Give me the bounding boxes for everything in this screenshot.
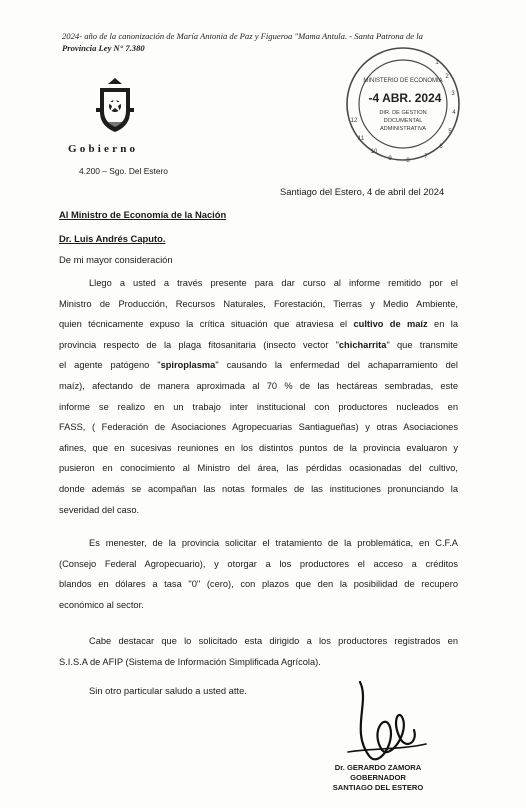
p1-line: informe se realizo en un trabajo inter institucional con productores nucleados en: [59, 401, 458, 412]
p2-line: Es menester, de la provincia solicitar el tratamiento de la problemática, en C.F.A: [89, 538, 458, 548]
stamp-line3: DIR. DE GESTION: [379, 110, 427, 116]
org-name: Gobierno: [68, 143, 139, 155]
p1-line: el agente patógeno "spiroplasma" causando la enfermedad del achaparramiento del: [59, 360, 458, 371]
svg-text:2: 2: [445, 74, 449, 80]
header-note-line2: Provincia Ley N° 7.380: [62, 43, 145, 53]
p3-line: Cabe destacar que lo solicitado esta dirigido a los productores registrados en: [89, 636, 458, 646]
addressee: Al Ministro de Economía de la Nación: [59, 209, 227, 220]
svg-text:7: 7: [424, 154, 428, 160]
p3-line: S.I.S.A de AFIP (Sistema de Información Simplificada Agrícola).: [59, 656, 321, 667]
svg-text:3: 3: [451, 91, 455, 97]
reception-stamp: [344, 40, 462, 164]
p2-line: blandos en dólares a tasa "0" (cero), con plazos que den la posibilidad de recupero: [59, 579, 458, 590]
salutation: De mi mayor consideración: [59, 254, 173, 265]
svg-text:9: 9: [388, 156, 392, 162]
p1-line: pusieron en conocimiento al Ministro del área, las pérdidas ocasionadas del cultivo,: [59, 463, 458, 474]
paragraph-3: [59, 631, 458, 672]
p1-line: provincia respecto de la plaga fitosanitaria (insecto vector "chicharrita" que transmite: [59, 339, 458, 350]
signer-block: [323, 763, 433, 793]
paragraph-1: [59, 273, 458, 520]
provincial-crest-icon: [94, 78, 136, 134]
stamp-line1: MINISTERIO DE ECONOMIA: [363, 78, 443, 84]
stamp-line4: DOCUMENTAL: [383, 118, 423, 124]
stamp-date: -4 ABR. 2024: [368, 91, 442, 105]
p1-line: quien técnicamente expuso la crítica situación que atraviesa el cultivo de maíz en la: [59, 319, 458, 330]
p2-line: económico al sector.: [59, 599, 144, 610]
paragraph-2: [59, 533, 458, 615]
p1-line: Llego a usted a través presente para dar curso al informe remitido por el: [89, 278, 458, 288]
svg-text:10: 10: [370, 149, 378, 155]
signer-title: GOBERNADOR: [350, 773, 406, 782]
svg-text:1: 1: [435, 60, 439, 66]
svg-text:8: 8: [406, 158, 410, 164]
letter-date: Santiago del Estero, 4 de abril del 2024: [280, 186, 445, 197]
header-note-line1: 2024- año de la canonización de María Antonia de Paz y Figueroa "Mama Antula. - Santa Patrona de la: [62, 31, 423, 41]
svg-text:6: 6: [439, 144, 443, 150]
p1-line: Ministro de Producción, Recursos Naturales, Forestación, Tierras y Medio Ambiente,: [59, 298, 458, 309]
p1-line: donde además se acompañan las notas formales de las instituciones pronunciando la: [59, 483, 458, 494]
handwritten-signature: [340, 672, 430, 772]
p2-line: (Consejo Federal Agropecuario), y otorgar a los productores el acceso a créditos: [59, 558, 458, 569]
svg-text:5: 5: [448, 129, 452, 135]
signer-name: Dr. GERARDO ZAMORA: [334, 763, 422, 772]
recipient: Dr. Luis Andrés Caputo.: [59, 233, 166, 244]
svg-text:11: 11: [357, 136, 365, 142]
signer-place: SANTIAGO DEL ESTERO: [332, 783, 424, 792]
stamp-line5: ADMINISTRATIVA: [379, 126, 427, 132]
p1-line: severidad del caso.: [59, 504, 140, 515]
svg-text:12: 12: [350, 118, 358, 124]
org-location: 4.200 – Sgo. Del Estero: [79, 166, 168, 176]
p1-line: afines, que en sucesivas reuniones en los distintos puntos de la provincia evaluaron y: [59, 442, 458, 453]
closing: Sin otro particular saludo a usted atte.: [89, 685, 247, 696]
p1-line: maíz), afectando de manera aproximada al 70 % de las hectáreas sembradas, este: [59, 380, 458, 391]
p1-line: FASS, ( Federación de Asociaciones Agropecuarias Santiagueñas) y otras Asociaciones: [59, 422, 458, 433]
svg-text:4: 4: [452, 110, 456, 116]
